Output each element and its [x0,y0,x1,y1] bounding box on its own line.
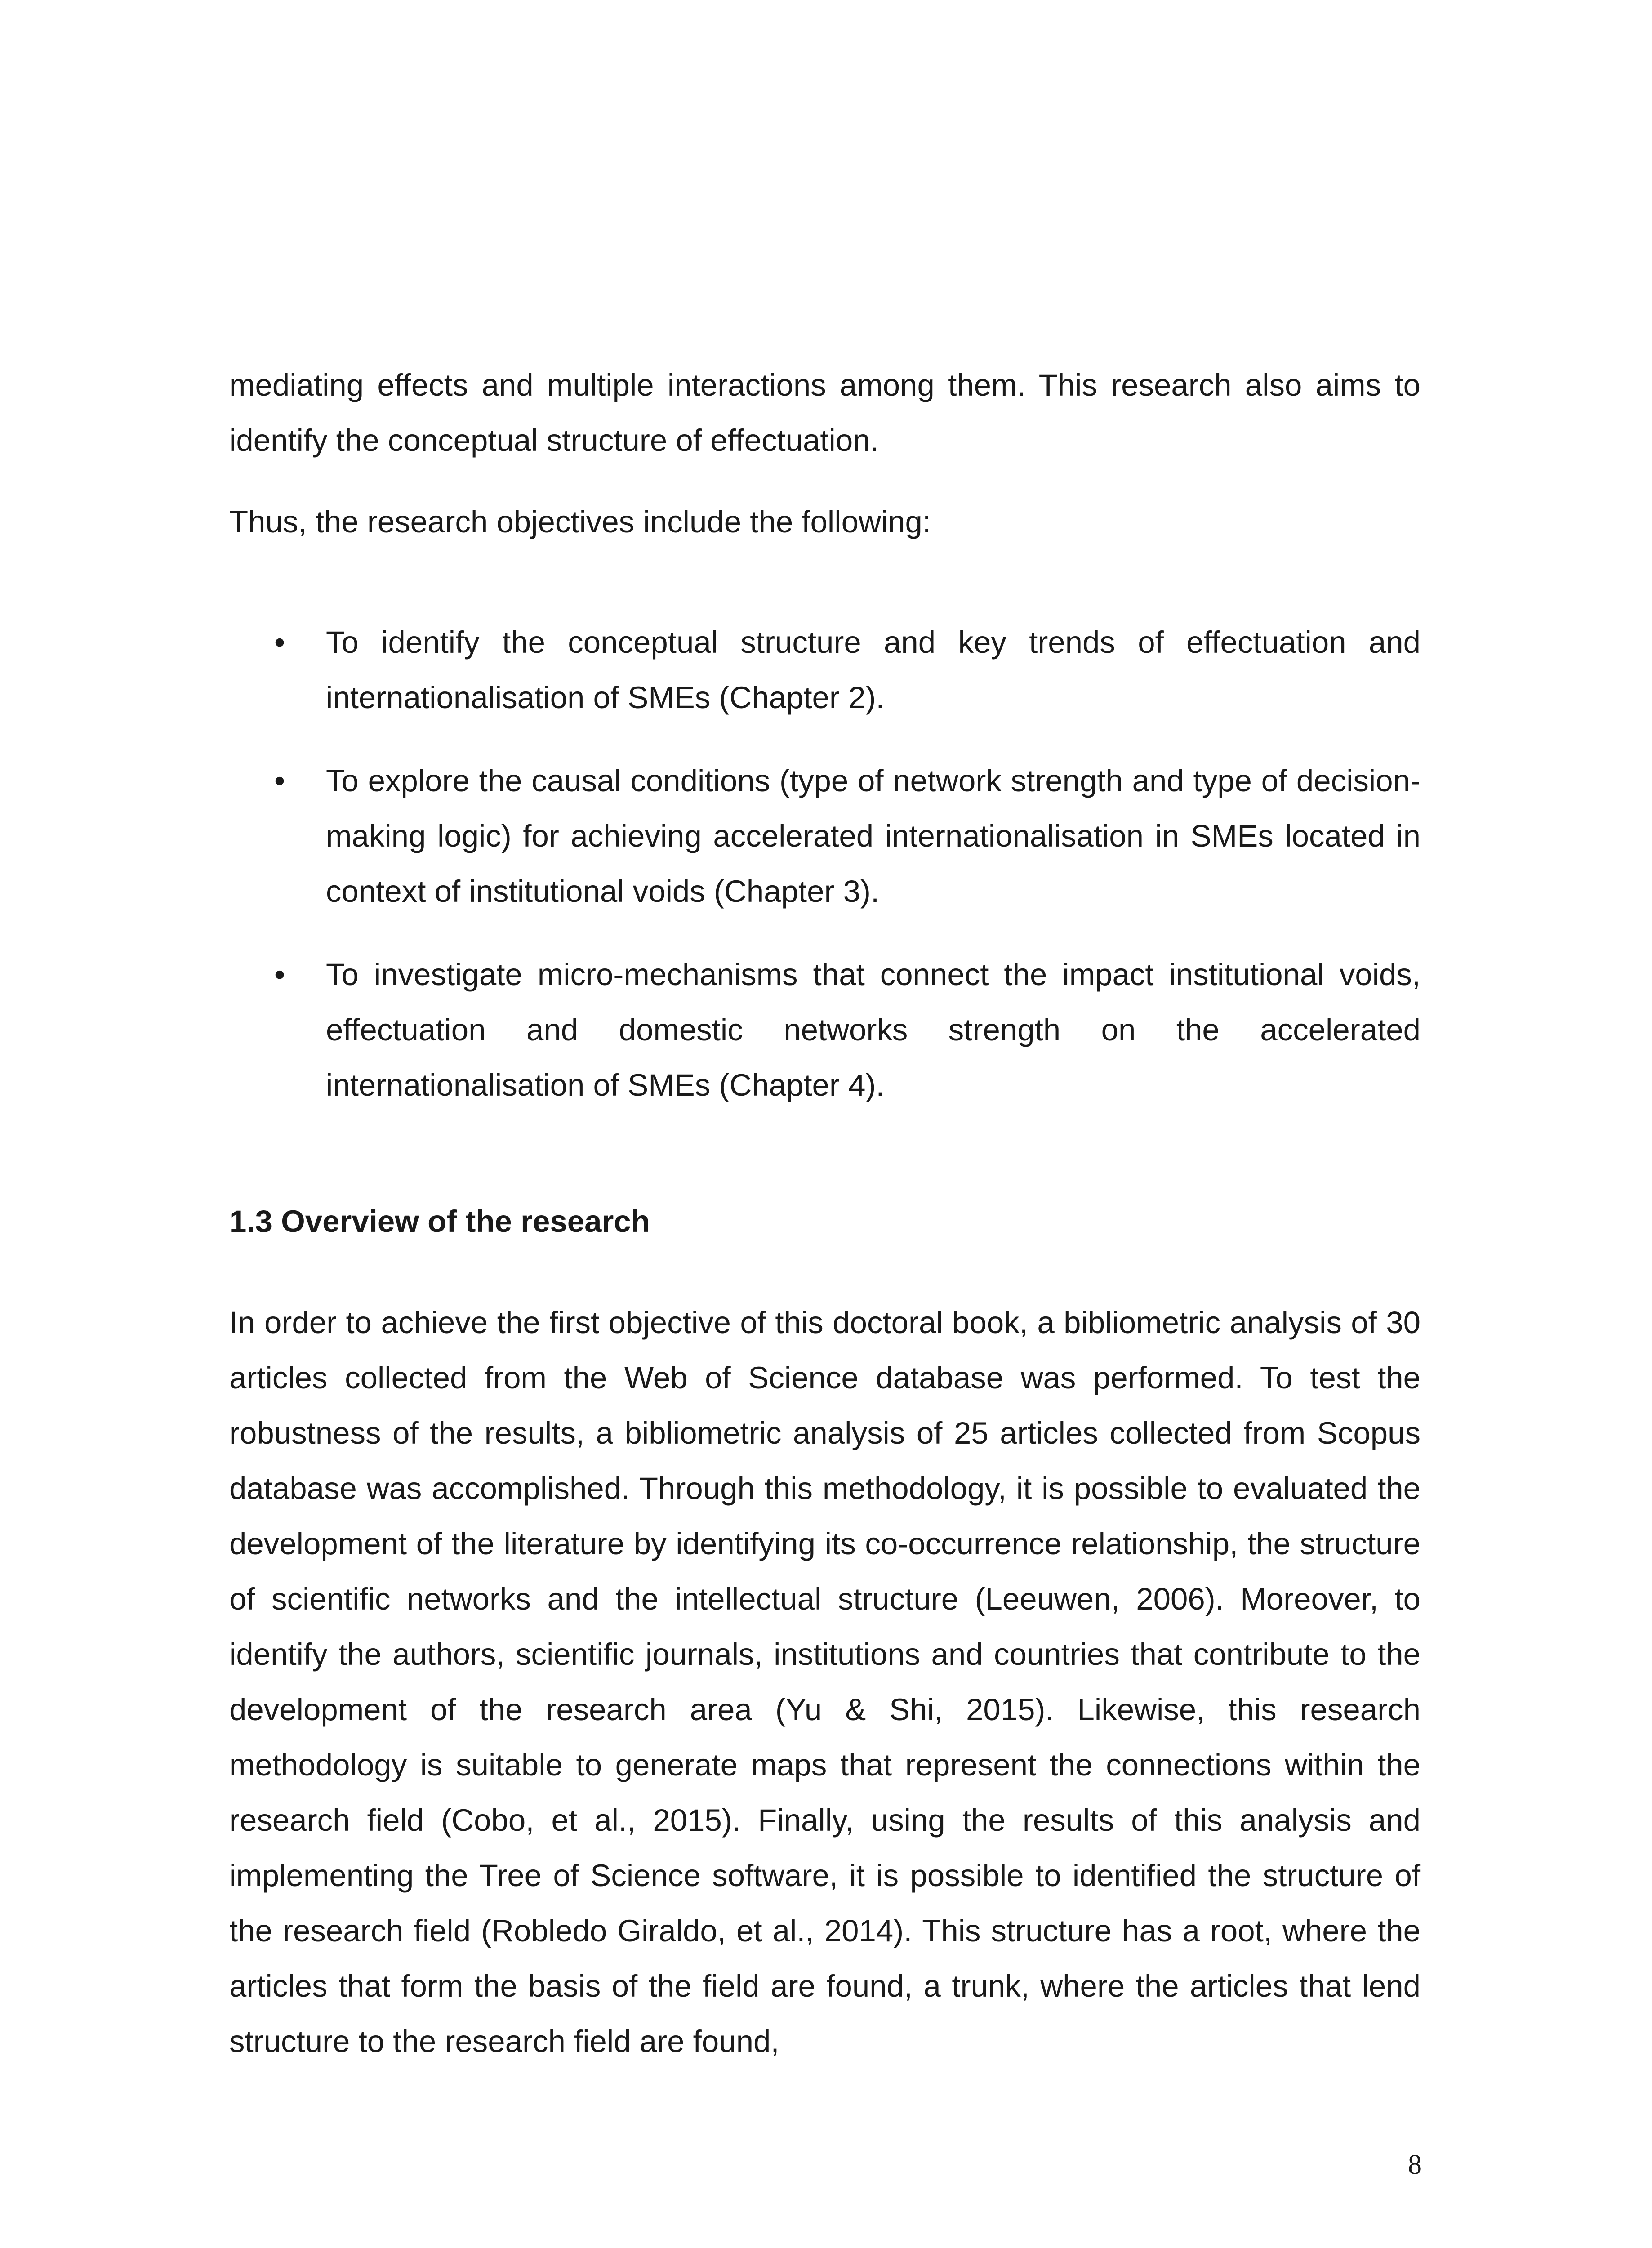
page-content [229,357,1420,2069]
objective-item-1 [229,615,1420,725]
paragraph-objectives-intro: Thus, the research objectives include the following: [229,504,931,539]
objectives-list [229,615,1420,1113]
objective-item-3 [229,947,1420,1113]
objective-item-2 [229,753,1420,919]
objective-text: To explore the causal conditions (type of network strength and type of decision-making logic) for achieving accelerated internationalisation in SMEs located in context of institutional voids (Chapter 3). [326,763,1420,909]
objective-text: To investigate micro-mechanisms that connect the impact institutional voids, effectuation and domestic networks strength on the accelerated internationalisation of SMEs (Chapter 4). [326,957,1420,1102]
section-heading: 1.3 Overview of the research [229,1204,650,1239]
bullet-icon: • [274,763,285,798]
objective-text: To identify the conceptual structure and key trends of effectuation and internationalisation of SMEs (Chapter 2). [326,625,1420,715]
paragraph-continuation: mediating effects and multiple interactions among them. This research also aims to identify the conceptual structure of effectuation. [229,368,1420,458]
paragraph-overview: In order to achieve the first objective of this doctoral book, a bibliometric analysis of 30 articles collected from the Web of Science database was performed. To test the robustness of the results, a bibliometric analysis of 25 articles collected from Scopus database was accomplished. Through this methodology, it is possible to evaluated the development of the literature by identifying its co-occurrence relationship, the structure of scientific networks and the intellectual structure (Leeuwen, 2006). Moreover, to identify the authors, scientific journals, institutions and countries that contribute to the development of the research area (Yu & Shi, 2015). Likewise, this research methodology is suitable to generate maps that represent the connections within the research field (Cobo, et al., 2015). Finally, using the results of this analysis and implementing the Tree of Science software, it is possible to identified the structure of the research field (Robledo Giraldo, et al., 2014). This structure has a root, where the articles that form the basis of the field are found, a trunk, where the articles that lend structure to the research field are found, [229,1305,1420,2059]
bullet-icon: • [274,625,285,660]
bullet-icon: • [274,957,285,992]
page-number: 8 [1408,2150,1422,2180]
